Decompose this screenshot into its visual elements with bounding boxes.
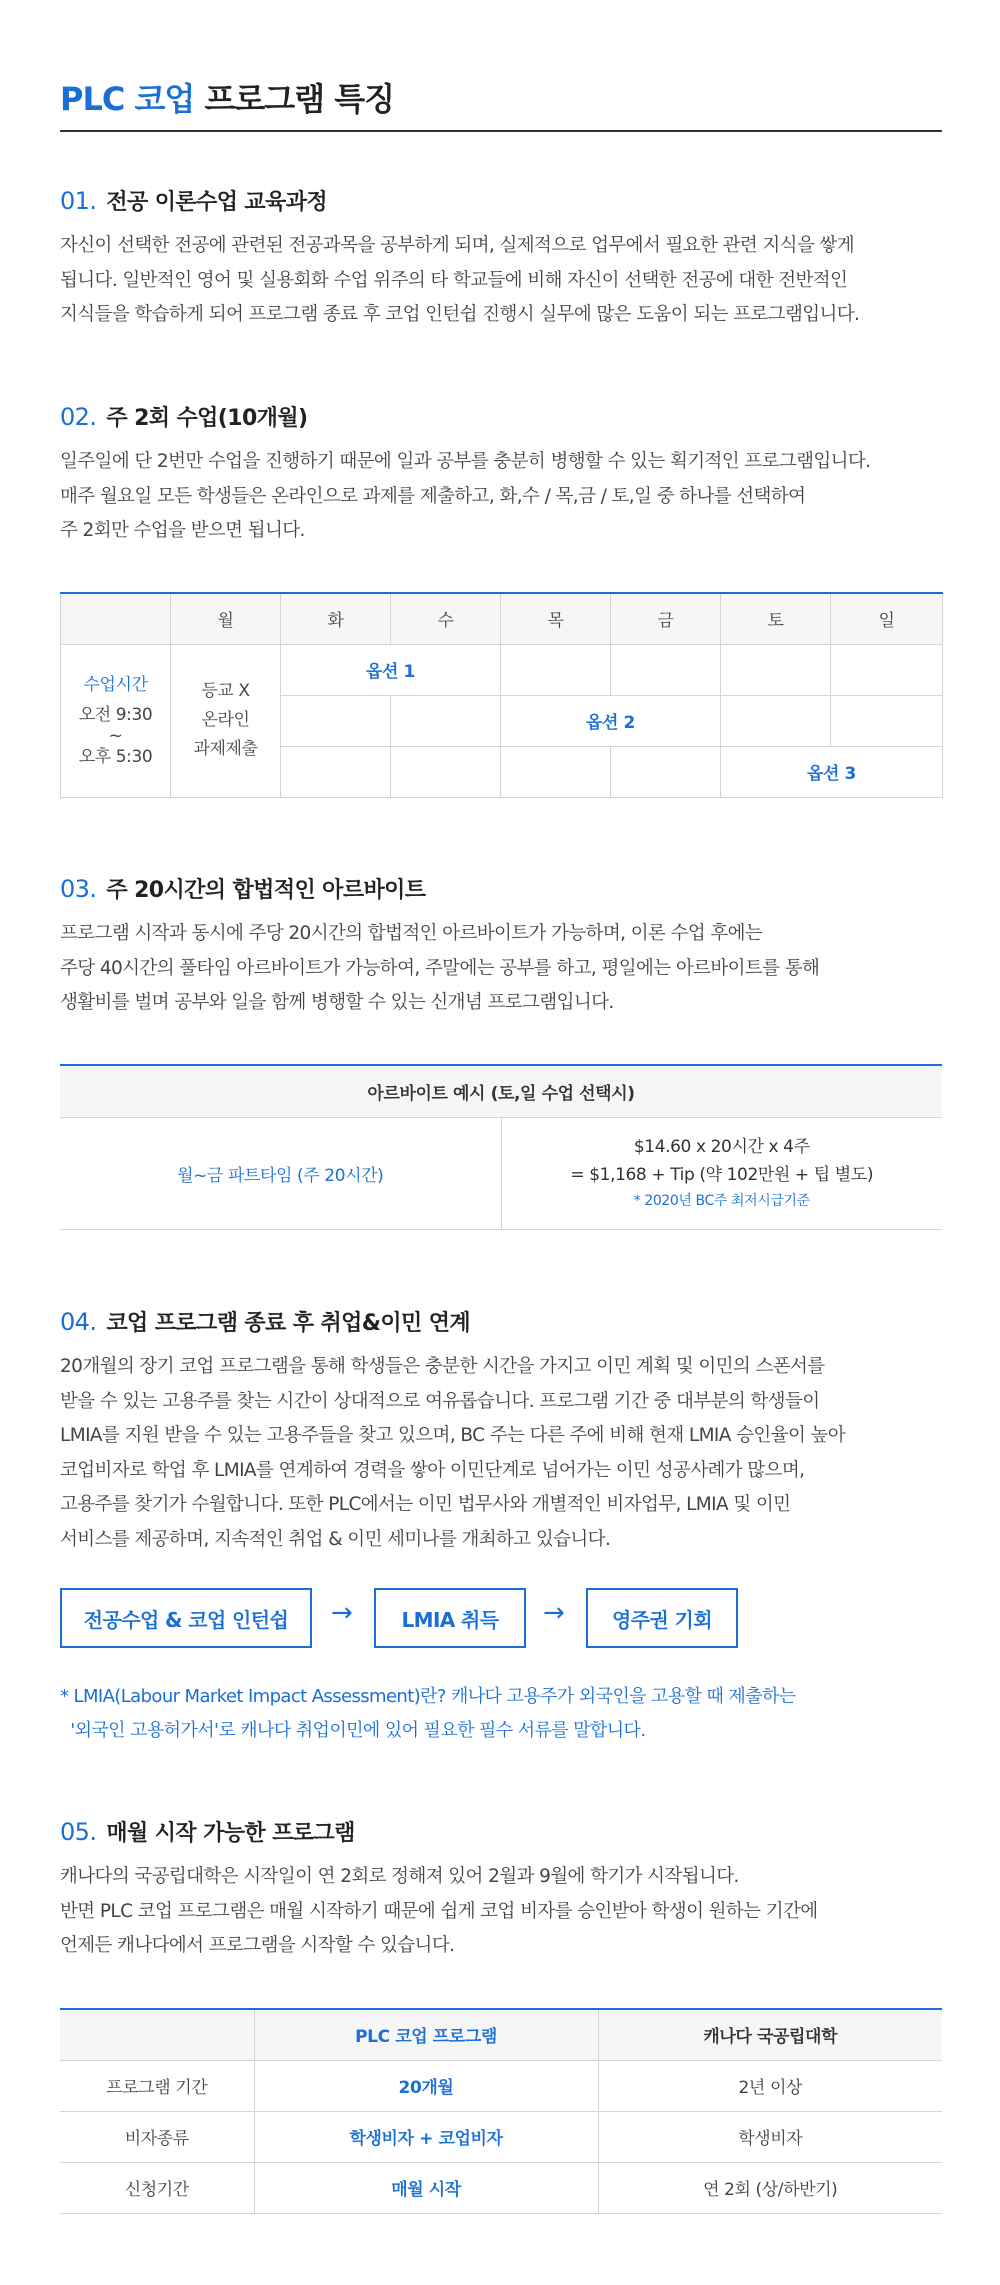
body-line: 코업비자로 학업 후 LMIA를 연계하여 경력을 쌓아 이민단계로 넘어가는 이민 성공사례가 많으며, <box>60 1459 805 1481</box>
body-line: 고용주를 찾기가 수월합니다. 또한 PLC에서는 이민 법무사와 개별적인 비자업무, LMIA 및 이민 <box>60 1494 791 1515</box>
flow-step-lmia: LMIA 취득 <box>374 1588 526 1648</box>
section-04-heading <box>60 1306 470 1337</box>
table-row <box>60 2162 942 2213</box>
table-row <box>60 2111 942 2162</box>
section-number: 02. <box>60 403 97 431</box>
day-header: 금 <box>611 593 721 644</box>
body-line: LMIA를 지원 받을 수 있는 고용주들을 찾고 있으며, BC 주는 다른 주에 비해 현재 LMIA 승인율이 높아 <box>60 1425 846 1446</box>
section-01-heading <box>60 185 327 216</box>
earnings-calc-line: $14.60 x 20시간 x 4주 <box>633 1137 810 1157</box>
class-time-start: 오전 9:30 <box>78 704 153 725</box>
schedule-corner-cell <box>61 593 171 644</box>
section-02-heading <box>60 401 307 432</box>
section-04-body <box>60 1350 960 1557</box>
comparison-corner-cell <box>60 2009 254 2060</box>
section-title: 주 20시간의 합법적인 아르바이트 <box>106 878 426 903</box>
section-01-body <box>60 229 960 333</box>
row-label: 신청기간 <box>60 2162 254 2213</box>
empty-cell <box>281 746 391 797</box>
empty-cell <box>611 746 721 797</box>
body-line: 프로그램 시작과 동시에 주당 20시간의 합법적인 아르바이트가 가능하며, 이론 수업 후에는 <box>60 923 763 944</box>
monday-line: 과제제출 <box>193 739 258 759</box>
class-time-end: 오후 5:30 <box>78 746 153 767</box>
schedule-header-row <box>61 593 943 644</box>
day-header: 화 <box>281 593 391 644</box>
part-time-example-table <box>60 1064 942 1230</box>
day-header: 토 <box>721 593 831 644</box>
body-line: 캐나다의 국공립대학은 시작일이 연 2회로 정해져 있어 2월과 9월에 학기가 시작됩니다. <box>60 1866 739 1887</box>
body-line: 생활비를 벌며 공부와 일을 함께 병행할 수 있는 신개념 프로그램입니다. <box>60 992 614 1013</box>
empty-cell <box>831 695 943 746</box>
table-row <box>60 2060 942 2111</box>
section-number: 04. <box>60 1308 97 1336</box>
plc-value: 학생비자 + 코업비자 <box>254 2111 598 2162</box>
lmia-definition-note <box>60 1680 796 1748</box>
day-header: 일 <box>831 593 943 644</box>
body-line: 주 2회만 수업을 받으면 됩니다. <box>60 520 305 541</box>
class-time-separator: ~ <box>108 725 123 746</box>
empty-cell <box>501 746 611 797</box>
section-number: 01. <box>60 187 97 215</box>
monday-online-cell <box>171 644 281 797</box>
body-line: 받을 수 있는 고용주를 찾는 시간이 상대적으로 여유롭습니다. 프로그램 기간 중 대부분의 학생들이 <box>60 1390 820 1412</box>
class-time-cell <box>61 644 171 797</box>
monday-line: 등교 X <box>201 681 250 701</box>
empty-cell <box>391 695 501 746</box>
section-number: 05. <box>60 1818 97 1846</box>
day-header: 목 <box>501 593 611 644</box>
class-time-label: 수업시간 <box>83 674 148 695</box>
plc-value: 20개월 <box>254 2060 598 2111</box>
section-03-heading <box>60 873 425 904</box>
section-title: 전공 이론수업 교육과정 <box>106 190 328 215</box>
schedule-row <box>61 644 943 695</box>
option-1-cell: 옵션 1 <box>281 644 501 695</box>
university-value: 2년 이상 <box>598 2060 942 2111</box>
title-rest: 프로그램 특징 <box>194 80 395 118</box>
empty-cell <box>391 746 501 797</box>
comparison-header-row <box>60 2009 942 2060</box>
option-3-cell: 옵션 3 <box>721 746 943 797</box>
title-accent: PLC 코업 <box>60 80 195 118</box>
part-time-schedule-cell: 월~금 파트타임 (주 20시간) <box>60 1117 501 1229</box>
comparison-table <box>60 2008 942 2214</box>
day-header: 월 <box>171 593 281 644</box>
day-header: 수 <box>391 593 501 644</box>
section-05-body <box>60 1860 960 1964</box>
row-label: 비자종류 <box>60 2111 254 2162</box>
section-number: 03. <box>60 875 97 903</box>
body-line: 자신이 선택한 전공에 관련된 전공과목을 공부하게 되며, 실제적으로 업무에서 필요한 관련 지식을 쌓게 <box>60 235 855 256</box>
body-line: 주당 40시간의 풀타임 아르바이트가 가능하여, 주말에는 공부를 하고, 평일에는 아르바이트를 통해 <box>60 957 820 979</box>
body-line: 됩니다. 일반적인 영어 및 실용회화 수업 위주의 타 학교들에 비해 자신이 선택한 전공에 대한 전반적인 <box>60 269 848 291</box>
body-line: 언제든 캐나다에서 프로그램을 시작할 수 있습니다. <box>60 1935 455 1956</box>
title-divider <box>60 130 942 132</box>
flow-arrow-icon: → <box>543 1598 565 1628</box>
university-value: 연 2회 (상/하반기) <box>598 2162 942 2213</box>
part-time-table-header: 아르바이트 예시 (토,일 수업 선택시) <box>60 1065 942 1117</box>
section-title: 주 2회 수업(10개월) <box>106 406 308 431</box>
flow-arrow-icon: → <box>331 1598 353 1628</box>
university-value: 학생비자 <box>598 2111 942 2162</box>
empty-cell <box>281 695 391 746</box>
note-line: '외국인 고용허가서'로 캐나다 취업이민에 있어 필요한 필수 서류를 말합니다. <box>60 1720 646 1741</box>
body-line: 20개월의 장기 코업 프로그램을 통해 학생들은 충분한 시간을 가지고 이민 계획 및 이민의 스폰서를 <box>60 1356 825 1377</box>
part-time-earnings-cell <box>501 1117 942 1229</box>
empty-cell <box>721 695 831 746</box>
body-line: 일주일에 단 2번만 수업을 진행하기 때문에 일과 공부를 충분히 병행할 수 있는 획기적인 프로그램입니다. <box>60 451 871 472</box>
row-label: 프로그램 기간 <box>60 2060 254 2111</box>
plc-column-header: PLC 코업 프로그램 <box>254 2009 598 2060</box>
body-line: 서비스를 제공하며, 지속적인 취업 & 이민 세미나를 개최하고 있습니다. <box>60 1528 611 1550</box>
earnings-total-line: = $1,168 + Tip (약 102만원 + 팁 별도) <box>570 1165 874 1185</box>
section-05-heading <box>60 1816 355 1847</box>
option-2-cell: 옵션 2 <box>501 695 721 746</box>
empty-cell <box>831 644 943 695</box>
body-line: 반면 PLC 코업 프로그램은 매월 시작하기 때문에 쉽게 코업 비자를 승인받아 학생이 원하는 기간에 <box>60 1900 818 1922</box>
wage-basis-note: * 2020년 BC주 최저시급기준 <box>633 1193 810 1209</box>
flow-step-study-coop: 전공수업 & 코업 인턴쉽 <box>60 1588 312 1648</box>
section-03-body <box>60 917 960 1021</box>
monday-line: 온라인 <box>201 710 250 730</box>
schedule-table <box>60 592 943 798</box>
flow-step-pr: 영주권 기회 <box>586 1588 738 1648</box>
note-line: * LMIA(Labour Market Impact Assessment)란? 캐나다 고용주가 외국인을 고용할 때 제출하는 <box>60 1686 796 1707</box>
page-title <box>60 74 394 120</box>
section-title: 매월 시작 가능한 프로그램 <box>106 1821 355 1846</box>
body-line: 매주 월요일 모든 학생들은 온라인으로 과제를 제출하고, 화,수 / 목,금 / 토,일 중 하나를 선택하여 <box>60 485 806 507</box>
section-02-body <box>60 445 960 549</box>
university-column-header: 캐나다 국공립대학 <box>598 2009 942 2060</box>
plc-value: 매월 시작 <box>254 2162 598 2213</box>
empty-cell <box>721 644 831 695</box>
body-line: 지식들을 학습하게 되어 프로그램 종료 후 코업 인턴쉽 진행시 실무에 많은 도움이 되는 프로그램입니다. <box>60 304 860 325</box>
empty-cell <box>501 644 611 695</box>
section-title: 코업 프로그램 종료 후 취업&이민 연계 <box>106 1311 471 1336</box>
empty-cell <box>611 644 721 695</box>
